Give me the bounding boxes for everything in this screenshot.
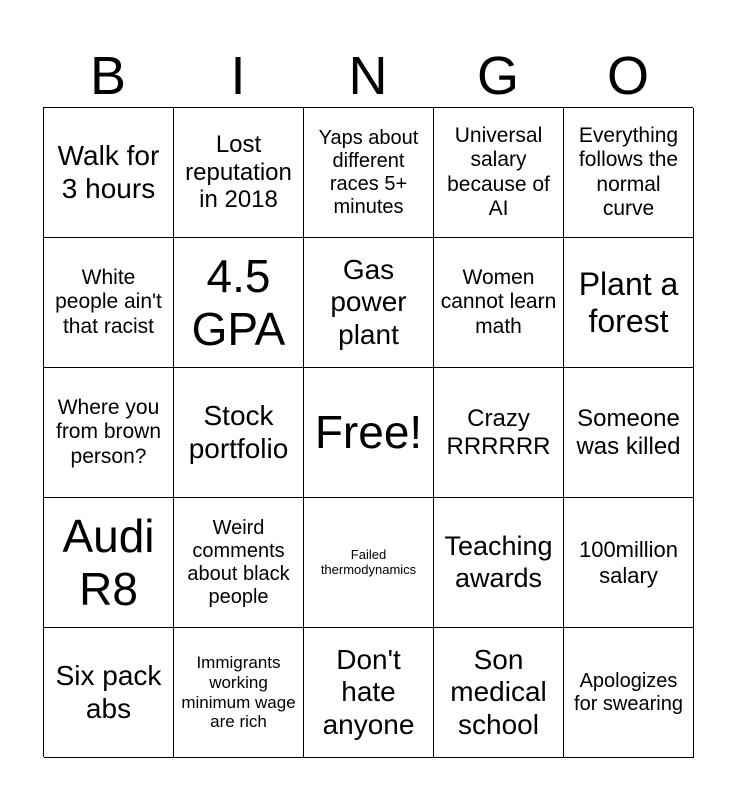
bingo-cell-text: Yaps about different races 5+ minutes (318, 126, 419, 218)
bingo-cell[interactable] (44, 108, 174, 238)
bingo-header (43, 44, 693, 108)
bingo-cell-text: Women cannot learn math (440, 266, 557, 338)
bingo-cell[interactable] (174, 498, 304, 628)
bingo-cell-text: Teaching awards (444, 531, 553, 593)
bingo-cell-text: Universal salary because of AI (447, 124, 550, 220)
bingo-cell-text: Gas power plant (330, 254, 407, 350)
bingo-cell-text: Don't hate anyone (322, 644, 415, 740)
bingo-cell[interactable] (44, 498, 174, 628)
bingo-cell[interactable] (434, 238, 564, 368)
bingo-cell[interactable] (564, 108, 694, 238)
bingo-cell-text: Where you from brown person? (55, 396, 162, 468)
bingo-cell-text: Lost reputation in 2018 (185, 131, 292, 214)
bingo-cell-text: Six pack abs (55, 660, 162, 724)
bingo-cell-text: White people ain't that racist (55, 266, 162, 338)
bingo-cell[interactable] (304, 368, 434, 498)
bingo-cell[interactable] (434, 108, 564, 238)
bingo-cell-text: Free! (314, 406, 423, 459)
header-letter-o: O (606, 46, 649, 106)
header-letter-i: I (230, 46, 246, 106)
bingo-cell-text: Apologizes for swearing (574, 669, 683, 715)
bingo-cell[interactable] (174, 238, 304, 368)
bingo-cell[interactable] (564, 628, 694, 758)
bingo-cell[interactable] (44, 628, 174, 758)
bingo-cell-text: Failed thermodynamics (320, 546, 417, 577)
bingo-cell[interactable] (304, 238, 434, 368)
bingo-cell-text: Everything follows the normal curve (578, 124, 679, 220)
bingo-cell-text: Weird comments about black people (187, 516, 290, 608)
bingo-cell[interactable] (174, 108, 304, 238)
bingo-cell[interactable] (434, 498, 564, 628)
bingo-cell[interactable] (174, 628, 304, 758)
bingo-cell[interactable] (564, 368, 694, 498)
bingo-cell-text: Someone was killed (576, 404, 681, 460)
bingo-cell-text: Plant a forest (578, 265, 679, 339)
bingo-cell-text: Crazy RRRRRR (446, 404, 551, 460)
bingo-cell[interactable] (174, 368, 304, 498)
bingo-cell-text: 4.5 GPA (191, 249, 286, 355)
bingo-cell[interactable] (304, 498, 434, 628)
bingo-cell-text: 100million salary (578, 537, 679, 588)
bingo-cell-text: Audi R8 (62, 509, 155, 615)
bingo-cell[interactable] (304, 628, 434, 758)
header-letter-n: N (348, 46, 388, 106)
header-letter-b: B (89, 46, 127, 106)
bingo-cell[interactable] (564, 498, 694, 628)
bingo-cell[interactable] (434, 628, 564, 758)
bingo-cell[interactable] (304, 108, 434, 238)
bingo-cell[interactable] (44, 238, 174, 368)
bingo-cell[interactable] (434, 368, 564, 498)
bingo-cell-text: Son medical school (450, 644, 547, 740)
bingo-cell-text: Walk for 3 hours (57, 140, 160, 204)
header-letter-g: G (476, 46, 519, 106)
bingo-cell[interactable] (44, 368, 174, 498)
bingo-cell-text: Immigrants working minimum wage are rich (181, 653, 296, 732)
bingo-cell-text: Stock portfolio (188, 400, 289, 464)
bingo-cell[interactable] (564, 238, 694, 368)
bingo-board (43, 107, 693, 757)
